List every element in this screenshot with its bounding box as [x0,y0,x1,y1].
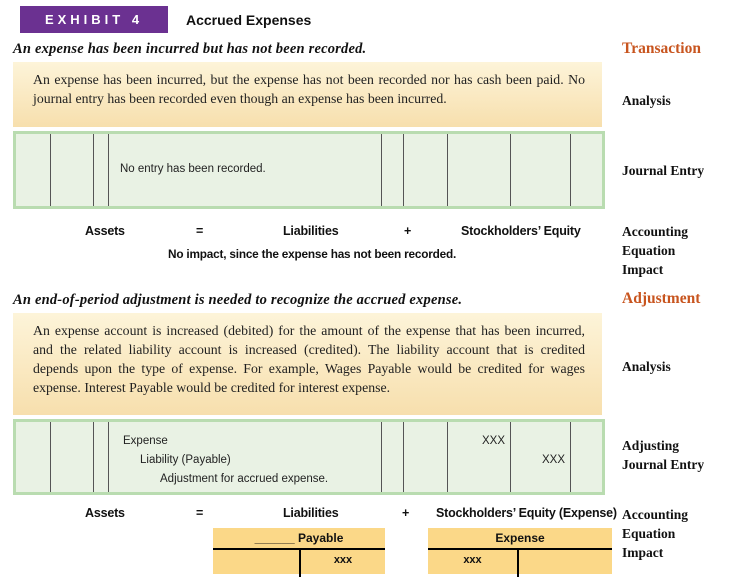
exhibit-tag-label: EXHIBIT 4 [44,12,144,27]
eq1-label [622,222,688,279]
journal-credit-account: Liability (Payable) [140,454,231,466]
ledger-line [570,134,571,206]
t-account-payable-credit: xxx [333,554,353,566]
transaction-analysis-box [13,62,602,127]
t-account-payable [213,528,385,574]
eq2-label-line1: Accounting [622,507,689,522]
journal-debit-account: Expense [123,435,168,447]
exhibit-title: Accrued Expenses [186,12,312,28]
journal-note: No entry has been recorded. [120,163,266,175]
t-account-vertical-line [517,548,519,577]
ledger-line [93,134,94,206]
journal-debit-amount: XXX [481,435,505,447]
journal-credit-amount: XXX [541,454,565,466]
ledger-line [93,422,94,492]
adjustment-analysis-label: Analysis [622,359,671,374]
eq1-equity: Stockholders’ Equity [461,224,581,238]
ledger-line [108,134,109,206]
eq1-label-line2: Equation [622,243,676,258]
transaction-analysis-text: An expense has been incurred, but the expense has not been recorded nor has cash been paid. No journal entry has been recorded even though an expense has been incurred. [33,72,585,106]
transaction-journal-box [13,131,605,209]
transaction-analysis-label: Analysis [622,93,671,108]
ledger-line [570,422,571,492]
adjustment-label: Adjustment [622,290,701,307]
eq2-label-line2: Equation [622,526,676,541]
eq1-equals: = [196,224,204,238]
ledger-line [403,134,404,206]
ledger-line [50,422,51,492]
t-account-expense-debit: xxx [463,554,482,566]
t-account-payable-title: ______ Payable [254,531,344,545]
t-account-horizontal-line [428,548,612,550]
eq1-label-line1: Accounting [622,224,689,239]
adjusting-journal-label-line1: Adjusting [622,438,680,453]
ledger-line [447,134,448,206]
eq2-label [622,505,688,562]
eq1-assets: Assets [85,224,125,238]
ledger-line [50,134,51,206]
eq2-equals: = [196,506,204,520]
eq2-equity: Stockholders’ Equity (Expense) [436,506,617,520]
adjusting-journal-label-line2: Journal Entry [622,457,705,472]
eq1-label-line3: Impact [622,262,664,277]
eq1-liabilities: Liabilities [283,224,339,238]
t-account-expense [428,528,612,574]
eq2-label-line3: Impact [622,545,664,560]
ledger-line [381,422,382,492]
ledger-line [381,134,382,206]
adjustment-headline: An end-of-period adjustment is needed to recognize the accrued expense. [13,292,463,308]
adjusting-journal-box [13,419,605,495]
ledger-line [108,422,109,492]
transaction-journal-label: Journal Entry [622,163,705,178]
adjusting-journal-label [622,436,704,474]
adjustment-analysis-box [13,313,602,415]
eq2-assets: Assets [85,506,125,520]
exhibit-tag [20,6,168,33]
eq1-plus: + [404,224,412,238]
eq2-liabilities: Liabilities [283,506,339,520]
t-account-expense-title: Expense [495,531,545,545]
eq2-plus: + [402,506,410,520]
ledger-line [447,422,448,492]
journal-memo: Adjustment for accrued expense. [160,473,329,485]
ledger-line [403,422,404,492]
transaction-headline: An expense has been incurred but has not been recorded. [13,41,367,57]
adjustment-analysis-text: An expense account is increased (debited) for the amount of the expense that has been incurred, and the related liability account is increased (credited). The liability account that is credited depends upon the type of expense. For example, Wages Payable would be credited for wages expense. Interest Payable would be credited for interest expense. [33,323,585,395]
transaction-label: Transaction [622,40,701,57]
ledger-line [510,134,511,206]
eq1-note: No impact, since the expense has not been recorded. [168,247,457,261]
